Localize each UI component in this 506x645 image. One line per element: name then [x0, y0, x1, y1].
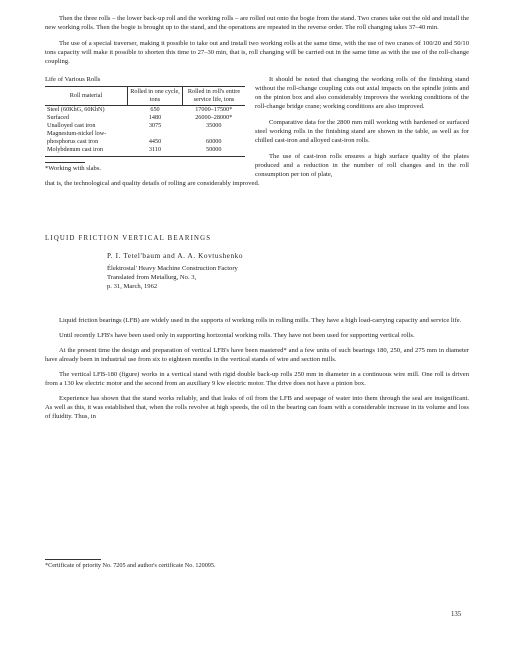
table-cell: Steel (60KhG, 60KhN)	[47, 106, 105, 113]
table-cell: 35000	[206, 122, 222, 129]
table-cell: 3110	[128, 146, 183, 157]
table-cell: 1480	[148, 114, 162, 121]
table-cell: 60000	[206, 138, 222, 145]
right-paragraph-1: It should be noted that changing the working rolls of the finishing stand without the roll-change coupling cuts out axial impacts on the spindle joints and on the pinion box and also considerably improves the working conditions of the roll-change bridge crane; working conditions are also improved.	[255, 76, 469, 110]
article-paragraph: Experience has shown that the stand works reliably, and that leaks of oil from the LFB and seepage of water into them through the seal are insignificant. As well as this, it was established that, when the rolls revolve at high speeds, the oil in the bearing can foam with a considerable increase in its volume and loss of fluidity. Thus, in	[45, 395, 469, 420]
closing-line: that is, the technological and quality details of rolling are considerably improved.	[45, 180, 260, 187]
table-cell: Unalloyed cast iron	[47, 122, 96, 129]
table-cell: 17000–17500*	[195, 106, 233, 113]
article-body	[45, 316, 469, 421]
article-pages: p. 31, March, 1962	[107, 283, 158, 290]
table-row	[45, 130, 245, 146]
table-footnote: *Working with slabs.	[45, 162, 85, 173]
article-paragraph: At the present time the design and preparation of vertical LFB's have been mastered* and a few units of such bearings 180, 250, and 275 mm in diameter have already been in industrial use from six to eighteen months in the vertical stands of wire and section mills.	[45, 347, 469, 363]
table-header-cell: Rolled in roll's entire service life, tons	[183, 87, 246, 106]
article-authors: P. I. Tetel'baum and A. A. Kovtushenko	[107, 252, 244, 260]
article-paragraph: The vertical LFB-180 (figure) works in a vertical stand with rigid double back-up rolls 250 mm in diameter in a continuous wire mill. One roll is driven from a 130 kw electric motor and the second from an auxiliary 9 kw electric motor. The drive does not have a pinion box.	[45, 371, 469, 387]
table-cell: 26000–28000*	[195, 114, 233, 121]
table-row	[45, 114, 245, 122]
table-column	[45, 75, 245, 179]
table-title: Life of Various Rolls	[45, 76, 101, 83]
page-content	[45, 14, 469, 421]
page-footnote: *Certificate of priority No. 7205 and author's certificate No. 120095.	[45, 562, 216, 569]
two-column-section	[45, 75, 469, 179]
roll-life-table	[45, 86, 245, 157]
right-paragraph-3: The use of cast-iron rolls ensures a high surface quality of the plates produced and a reduction in the number of roll changes and in the roll consumption per ton of plate,	[255, 153, 469, 178]
table-cell: 4450	[148, 138, 162, 145]
article-paragraph: Until recently LFB's have been used only in supporting horizontal working rolls. They have not been used for supporting vertical rolls.	[59, 332, 415, 339]
table-row	[45, 122, 245, 130]
article-paragraph: Liquid friction bearings (LFB) are widely used in the supports of working rolls in rolling mills. They have a high load-carrying capacity and service life.	[59, 317, 462, 324]
table-cell: 3075	[148, 122, 162, 129]
table-cell: Surfaced	[47, 114, 69, 121]
intro-paragraph-1: Then the three rolls – the lower back-up roll and the working rolls – are rolled out onto the bogie from the stand. Two cranes take out the old and install the new working rolls. Then the bogie is brought up to the stand, and the operations are repeated in the reverse order. The roll changing takes 37–40 min.	[45, 15, 469, 31]
table-cell: 50000	[183, 146, 246, 157]
text-column	[255, 75, 469, 179]
article-translation-source: Translated from Metallurg, No. 3,	[107, 274, 197, 281]
table-cell: Molybdenum cast iron	[45, 146, 128, 157]
page-number: 135	[451, 611, 462, 618]
table-header-row	[45, 87, 245, 106]
table-header-cell: Roll material	[69, 92, 103, 99]
right-paragraph-2: Comparative data for the 2800 mm mill working with hardened or surfaced steel working rolls in the finishing stand are shown in the table, as well as for chilled cast-iron and alloyed cast-iron rolls.	[255, 119, 469, 144]
intro-paragraph-2: The use of a special traverser, making it possible to take out and install two working rolls at the same time, with the use of two cranes of 100/20 and 50/10 tons capacity will make it possible to shorten this time to 27–30 min, that is, roll changing will be carried out in the same time as with the use of the roll-change coupling.	[45, 40, 469, 65]
footnote-divider	[45, 559, 101, 560]
table-row	[45, 146, 245, 157]
table-cell: Magnesium-nickel low-phosphorus cast iron	[47, 130, 107, 145]
table-row	[45, 106, 245, 115]
article-affiliation: Élektrostal' Heavy Machine Construction Factory	[107, 265, 238, 272]
article-title: LIQUID FRICTION VERTICAL BEARINGS	[45, 235, 212, 242]
table-cell: 650	[150, 106, 160, 113]
table-header-cell: Rolled in one cycle, tons	[128, 87, 183, 106]
